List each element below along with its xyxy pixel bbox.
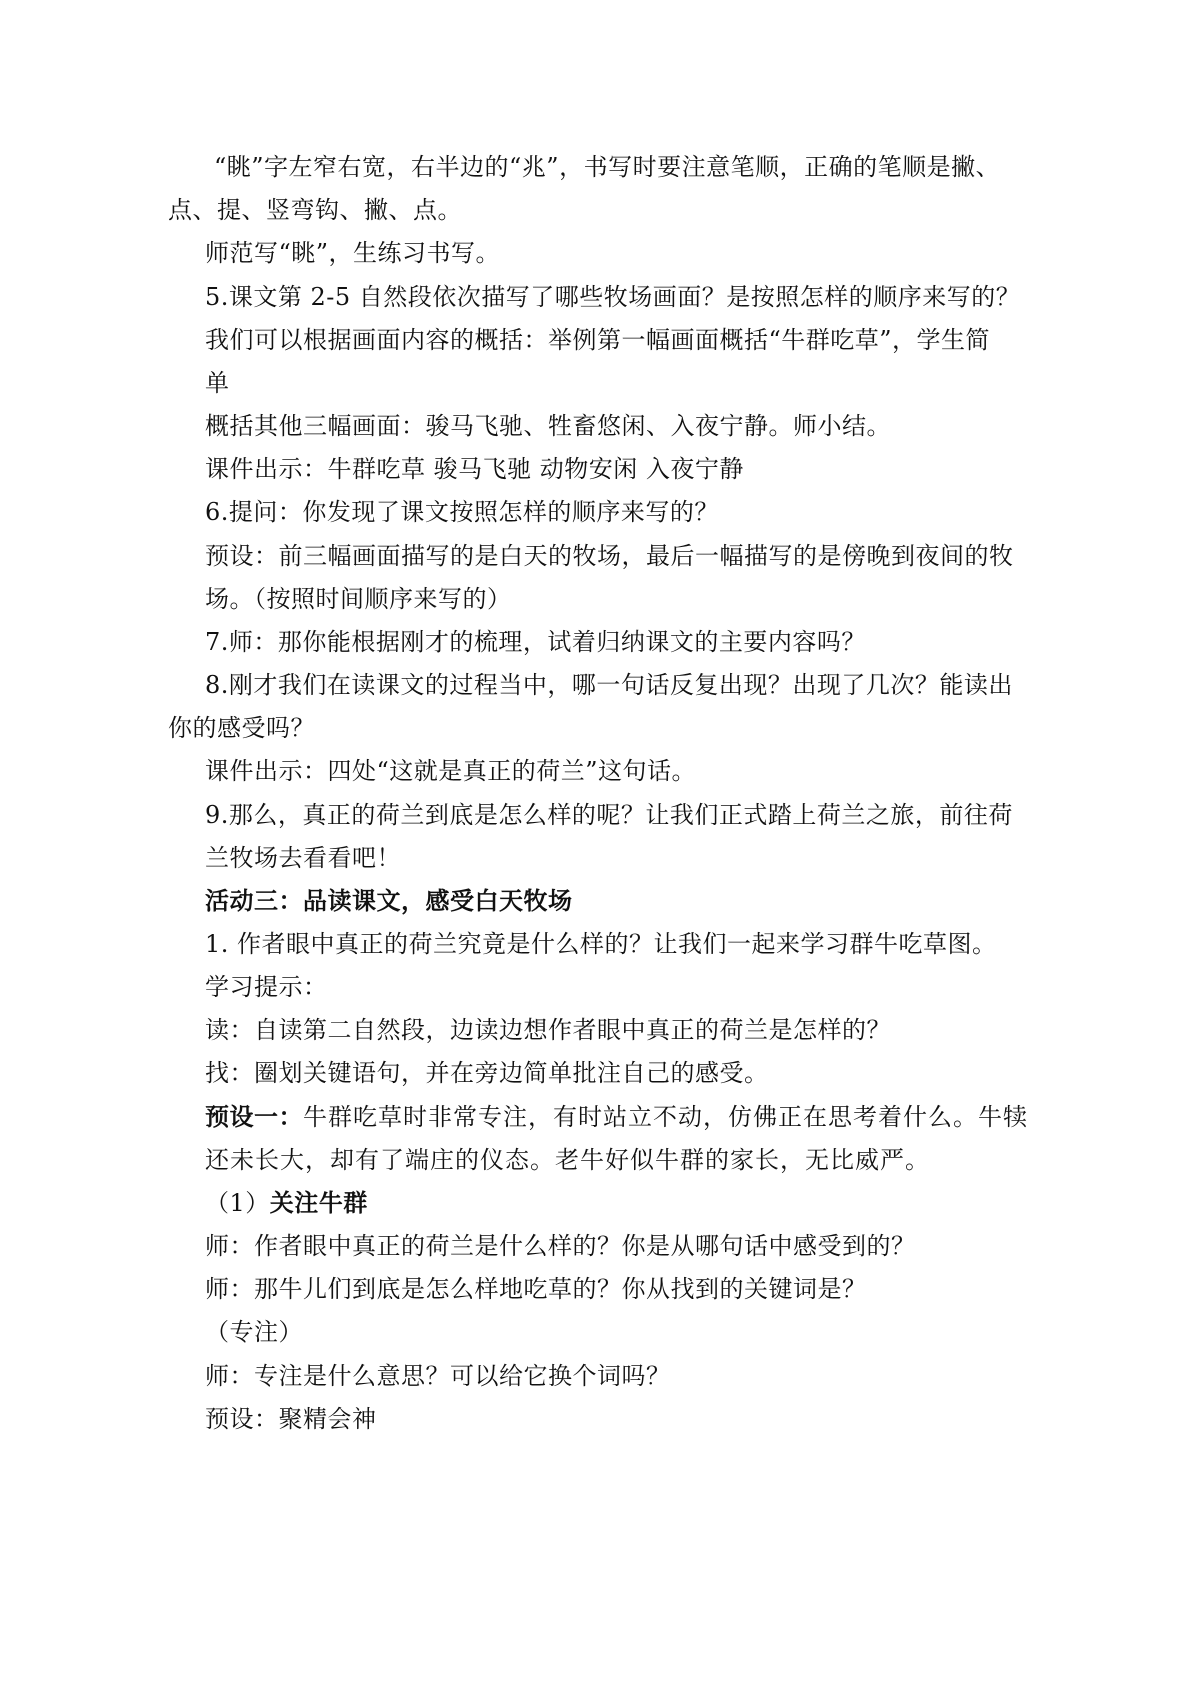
paragraph-line: 兰牧场去看看吧！ xyxy=(205,844,401,872)
preset-text: 牛群吃草时非常专注，有时站立不动，仿佛正在思考着什么。牛犊 xyxy=(303,1103,1028,1131)
paragraph-line: 课件出示：四处“这就是真正的荷兰”这句话。 xyxy=(205,757,697,785)
paragraph-line: 1. 作者眼中真正的荷兰究竟是什么样的？让我们一起来学习群牛吃草图。 xyxy=(205,930,997,958)
paragraph-line: 学习提示： xyxy=(205,973,328,1001)
paragraph-line: 5.课文第 2-5 自然段依次描写了哪些牧场画面？是按照怎样的顺序来写的？ xyxy=(205,283,1021,311)
paragraph-line: 师：作者眼中真正的荷兰是什么样的？你是从哪句话中感受到的？ xyxy=(205,1232,916,1260)
paragraph-line: 概括其他三幅画面：骏马飞驰、牲畜悠闲、入夜宁静。师小结。 xyxy=(205,412,891,440)
paragraph-line: 9.那么，真正的荷兰到底是怎么样的呢？让我们正式踏上荷兰之旅，前往荷 xyxy=(205,801,1013,829)
paragraph-line: 7.师：那你能根据刚才的梳理，试着归纳课文的主要内容吗？ xyxy=(205,628,866,656)
paragraph-line: 6.提问：你发现了课文按照怎样的顺序来写的？ xyxy=(205,498,719,526)
paragraph-line: 你的感受吗？ xyxy=(168,714,315,742)
paragraph-line: 8.刚才我们在读课文的过程当中，哪一句话反复出现？出现了几次？能读出 xyxy=(205,671,1013,699)
paragraph-line: 我们可以根据画面内容的概括：举例第一幅画面概括“牛群吃草”，学生简 xyxy=(205,326,991,354)
preset-line xyxy=(205,1102,1028,1132)
paragraph-line: “眺”字左窄右宽，右半边的“兆”，书写时要注意笔顺，正确的笔顺是撇、 xyxy=(214,153,1001,181)
paragraph-line: 预设：前三幅画面描写的是白天的牧场，最后一幅描写的是傍晚到夜间的牧 xyxy=(205,542,1014,570)
paragraph-line: 预设：聚精会神 xyxy=(205,1405,377,1433)
paragraph-line: 点、提、竖弯钩、撇、点。 xyxy=(168,196,462,224)
section-heading: 活动三：品读课文，感受白天牧场 xyxy=(205,886,573,915)
subheading-line xyxy=(205,1188,368,1218)
subheading-title: 关注牛群 xyxy=(269,1188,368,1217)
paragraph-line: （专注） xyxy=(205,1318,303,1346)
paragraph-line: 师：专注是什么意思？可以给它换个词吗？ xyxy=(205,1362,671,1390)
subheading-number: （1） xyxy=(205,1189,270,1217)
paragraph-line: 课件出示：牛群吃草 骏马飞驰 动物安闲 入夜宁静 xyxy=(205,455,744,483)
paragraph-line: 师范写“眺”，生练习书写。 xyxy=(205,239,501,267)
paragraph-line: 师：那牛儿们到底是怎么样地吃草的？你从找到的关键词是？ xyxy=(205,1275,867,1303)
paragraph-line: 场。（按照时间顺序来写的） xyxy=(205,585,512,613)
paragraph-line: 找：圈划关键语句，并在旁边简单批注自己的感受。 xyxy=(205,1059,769,1087)
preset-text-continued: 还未长大，却有了端庄的仪态。老牛好似牛群的家长，无比威严。 xyxy=(205,1146,930,1174)
paragraph-line: 读：自读第二自然段，边读边想作者眼中真正的荷兰是怎样的？ xyxy=(205,1016,891,1044)
preset-label: 预设一： xyxy=(205,1102,303,1131)
paragraph-line: 单 xyxy=(205,369,230,397)
